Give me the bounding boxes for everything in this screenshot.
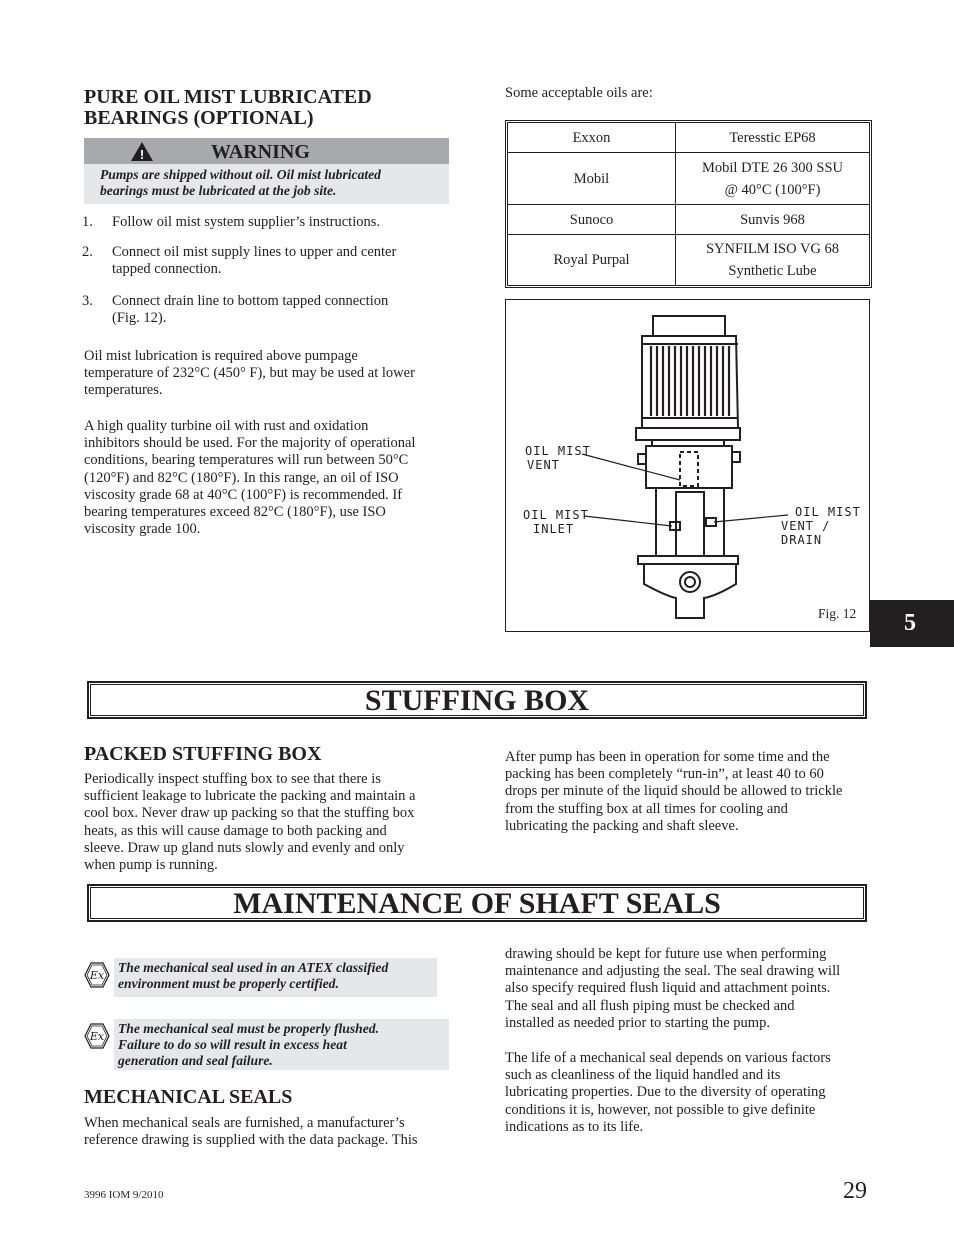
text-line: viscosity grade 100. xyxy=(84,521,201,538)
oil-mist-paragraph-1 xyxy=(84,348,415,400)
oil-name-line: Teresstic EP68 xyxy=(729,129,816,146)
text-line: When mechanical seals are furnished, a manufacturer’s xyxy=(84,1115,405,1131)
oil-brand-cell: Royal Purpal xyxy=(508,234,676,285)
warning-label: WARNING xyxy=(211,141,310,163)
text-line: generation and seal failure. xyxy=(118,1053,273,1068)
text-line: temperatures. xyxy=(84,382,163,399)
text-line: from the stuffing box at all times for cooling and xyxy=(505,800,788,817)
text-line: conditions, bearing temperatures will run between 50°C xyxy=(84,452,409,469)
atex-note-1 xyxy=(84,958,449,997)
text-line: packing has been completely “run-in”, at least 40 to 60 xyxy=(505,766,824,783)
svg-text:Ex: Ex xyxy=(89,1030,105,1043)
label-oil-mist-inlet xyxy=(523,508,589,536)
warning-triangle-icon xyxy=(130,141,154,162)
oil-brand-cell: Sunoco xyxy=(508,205,676,234)
text-line: conditions it is, however, not possible to give definite xyxy=(505,1101,816,1118)
oil-mist-heading-line1: PURE OIL MIST LUBRICATED xyxy=(84,86,372,108)
warning-text xyxy=(84,164,449,204)
atex-ex-icon xyxy=(84,1023,110,1049)
step-1 xyxy=(82,214,380,231)
text-line: lubricating the packing and shaft sleeve. xyxy=(505,817,739,834)
warning-header xyxy=(84,138,449,164)
oil-name-line: @ 40°C (100°F) xyxy=(724,181,821,198)
text-line: installed as needed prior to starting the pump. xyxy=(505,1014,770,1031)
label-line: VENT / DRAIN xyxy=(781,519,831,547)
oil-name-cell xyxy=(676,123,870,153)
atex-note-1-text xyxy=(114,958,437,997)
text-line: The mechanical seal must be properly flushed. xyxy=(118,1021,379,1036)
step-3 xyxy=(82,293,389,327)
text-line: The mechanical seal used in an ATEX classified xyxy=(118,960,389,975)
warning-text-line2: bearings must be lubricated at the job site. xyxy=(100,183,337,198)
step-text-line: Connect drain line to bottom tapped connection xyxy=(112,293,389,309)
text-line: drops per minute of the liquid should be allowed to trickle xyxy=(505,783,843,800)
text-line: sufficient leakage to lubricate the packing and maintain a xyxy=(84,788,416,805)
table-row xyxy=(508,234,870,285)
oils-table xyxy=(507,122,870,286)
text-line: maintenance and adjusting the seal. The seal drawing will xyxy=(505,963,841,980)
text-line: lubricating properties. Due to the diversity of operating xyxy=(505,1084,826,1101)
text-line: heats, as this will cause damage to both packing and xyxy=(84,822,387,839)
section-tab: 5 xyxy=(870,600,954,647)
oil-mist-heading-line2: BEARINGS (OPTIONAL) xyxy=(84,107,314,129)
oil-brand-cell: Mobil xyxy=(508,153,676,205)
step-number: 2. xyxy=(82,244,93,260)
oil-name-line: Synthetic Lube xyxy=(728,262,817,279)
svg-text:!: ! xyxy=(139,147,145,162)
text-line: (120°F) and 82°C (180°F). In this range, an oil of ISO xyxy=(84,469,399,486)
text-line: environment must be properly certified. xyxy=(118,976,339,991)
mechanical-seals-right-paragraph-2 xyxy=(505,1050,831,1136)
table-row xyxy=(508,123,870,153)
packed-stuffing-box-heading: PACKED STUFFING BOX xyxy=(84,743,322,765)
text-line: indications as to its life. xyxy=(505,1118,644,1135)
text-line: cool box. Never draw up packing so that the stuffing box xyxy=(84,805,415,822)
oil-mist-paragraph-2 xyxy=(84,418,415,538)
label-line: OIL MIST xyxy=(795,505,861,519)
footer-doc-id: 3996 IOM 9/2010 xyxy=(84,1189,164,1201)
mechanical-seals-right-paragraph-1 xyxy=(505,946,840,1032)
mechanical-seals-heading: MECHANICAL SEALS xyxy=(84,1086,293,1108)
step-2 xyxy=(82,244,397,278)
label-line: INLET xyxy=(533,522,575,536)
shaft-seals-banner: MAINTENANCE OF SHAFT SEALS xyxy=(87,884,867,922)
text-line: inhibitors should be used. For the majority of operational xyxy=(84,435,416,452)
table-row xyxy=(508,205,870,234)
text-line: reference drawing is supplied with the data package. This xyxy=(84,1132,418,1149)
label-line: VENT xyxy=(527,458,560,472)
atex-note-2 xyxy=(84,1019,449,1071)
oils-intro: Some acceptable oils are: xyxy=(505,85,653,101)
step-text-line: (Fig. 12). xyxy=(112,310,167,327)
figure-caption: Fig. 12 xyxy=(818,606,857,621)
oil-name-cell xyxy=(676,234,870,285)
oil-name-line: Mobil DTE 26 300 SSU xyxy=(702,159,843,176)
text-line: Oil mist lubrication is required above pumpage xyxy=(84,348,358,364)
text-line: bearing temperatures exceed 82°C (180°F), use ISO xyxy=(84,504,386,521)
text-line: After pump has been in operation for some time and the xyxy=(505,749,830,765)
label-line: OIL MIST xyxy=(523,508,589,522)
text-line: Failure to do so will result in excess heat xyxy=(118,1037,347,1052)
label-oil-mist-vent-drain xyxy=(781,505,867,547)
step-text xyxy=(112,244,396,278)
stuffing-box-banner: STUFFING BOX xyxy=(87,681,867,719)
figure-12 xyxy=(505,299,870,632)
text-line: The seal and all flush piping must be checked and xyxy=(505,997,795,1014)
text-line: A high quality turbine oil with rust and oxidation xyxy=(84,418,369,434)
mechanical-seals-left-paragraph xyxy=(84,1115,418,1149)
step-text-line: Connect oil mist supply lines to upper and center xyxy=(112,244,397,260)
stuffing-box-left-paragraph xyxy=(84,771,416,874)
text-line: when pump is running. xyxy=(84,857,218,874)
label-oil-mist-vent xyxy=(525,444,591,472)
oils-table-frame xyxy=(505,120,872,288)
text-line: viscosity grade 68 at 40°C (100°F) is recommended. If xyxy=(84,486,403,503)
label-line: OIL MIST xyxy=(525,444,591,458)
oil-name-line: SYNFILM ISO VG 68 xyxy=(705,240,840,257)
oil-name-line: Sunvis 968 xyxy=(740,211,805,228)
text-line: such as cleanliness of the liquid handled and its xyxy=(505,1067,781,1084)
oil-name-cell xyxy=(676,153,870,205)
table-row xyxy=(508,153,870,205)
step-text: Follow oil mist system supplier’s instructions. xyxy=(112,214,380,230)
oil-brand-cell: Exxon xyxy=(508,123,676,153)
warning-box xyxy=(84,138,449,204)
oil-mist-heading xyxy=(84,87,372,129)
text-line: temperature of 232°C (450° F), but may be used at lower xyxy=(84,365,415,382)
page-number: 29 xyxy=(843,1178,867,1204)
text-line: drawing should be kept for future use when performing xyxy=(505,946,827,962)
step-text-line: tapped connection. xyxy=(112,261,222,278)
oil-name-cell xyxy=(676,205,870,234)
text-line: The life of a mechanical seal depends on various factors xyxy=(505,1050,831,1066)
stuffing-box-right-paragraph xyxy=(505,749,842,835)
atex-note-2-text xyxy=(114,1019,449,1070)
step-text xyxy=(112,293,388,327)
step-number: 3. xyxy=(82,293,93,309)
atex-ex-icon xyxy=(84,962,110,988)
text-line: Periodically inspect stuffing box to see that there is xyxy=(84,771,381,787)
warning-text-line1: Pumps are shipped without oil. Oil mist lubricated xyxy=(100,167,381,182)
text-line: also specify required flush liquid and attachment points. xyxy=(505,980,831,997)
svg-text:Ex: Ex xyxy=(89,969,105,982)
text-line: sleeve. Draw up gland nuts slowly and evenly and only xyxy=(84,839,405,856)
step-number: 1. xyxy=(82,214,93,230)
